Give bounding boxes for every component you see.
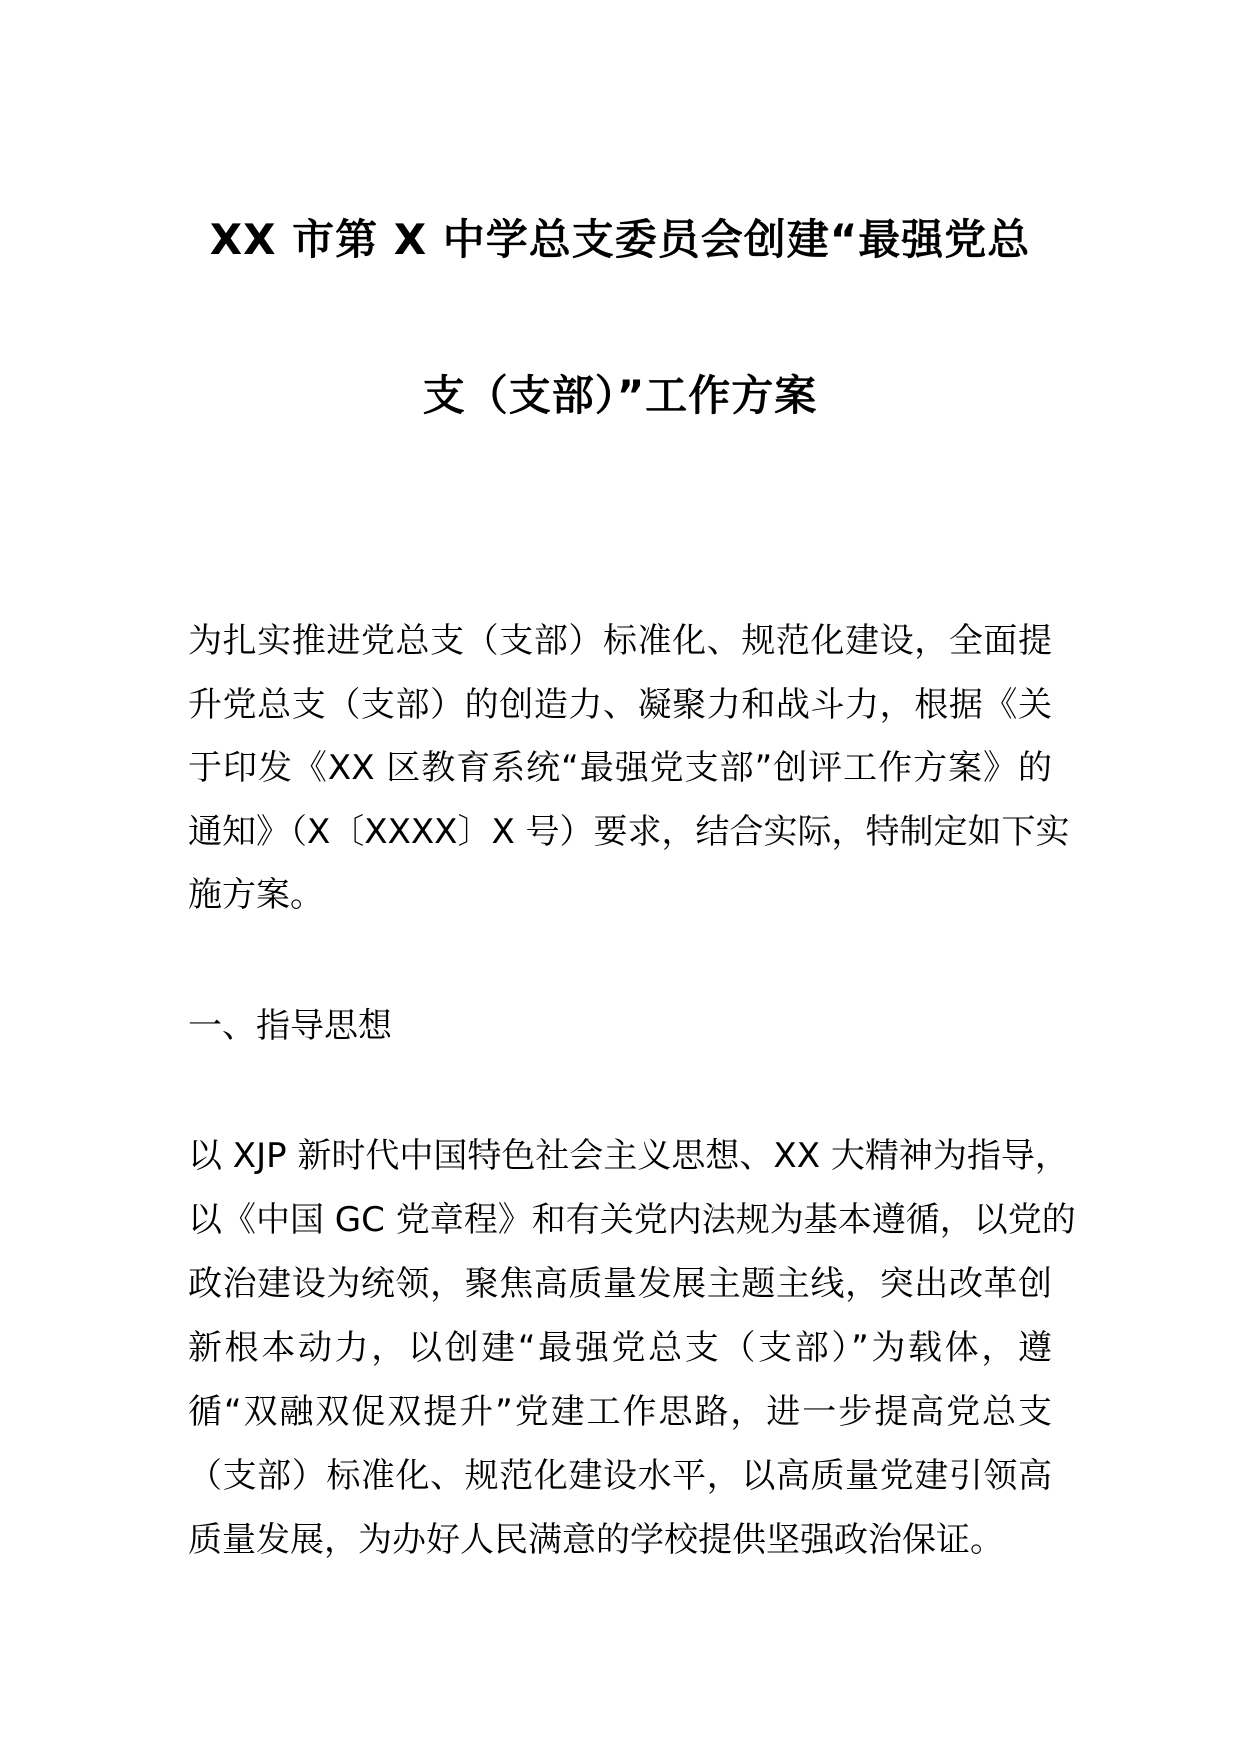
section-paragraph-line: 政治建设为统领，聚焦高质量发展主题主线，突出改革创 [188,1264,1052,1304]
document-title-line-1: XX 市第 X 中学总支委员会创建“最强党总 [209,215,1031,264]
intro-paragraph-line: 于印发《XX 区教育系统“最强党支部”创评工作方案》的 [188,748,1052,788]
section-paragraph-line: 新根本动力，以创建“最强党总支（支部）”为载体，遵 [188,1328,1052,1368]
section-paragraph-line: 以 XJP 新时代中国特色社会主义思想、XX 大精神为指导， [188,1136,1069,1176]
document-title-line-2: 支（支部）”工作方案 [422,371,818,420]
section-paragraph-line: 质量发展，为办好人民满意的学校提供坚强政治保证。 [188,1520,1004,1560]
intro-paragraph-line: 通知》（X〔XXXX〕X 号）要求，结合实际，特制定如下实 [188,812,1070,852]
section-paragraph-line: （支部）标准化、规范化建设水平，以高质量党建引领高 [188,1456,1052,1496]
intro-paragraph-line: 为扎实推进党总支（支部）标准化、规范化建设，全面提 [188,621,1052,661]
section-paragraph-line: 以《中国 GC 党章程》和有关党内法规为基本遵循，以党的 [188,1200,1076,1240]
section-paragraph-line: 循“双融双促双提升”党建工作思路，进一步提高党总支 [188,1392,1052,1432]
section-heading-guiding-ideology: 一、指导思想 [188,1006,392,1046]
intro-paragraph-line: 升党总支（支部）的创造力、凝聚力和战斗力，根据《关 [188,685,1052,725]
intro-paragraph-line: 施方案。 [188,875,324,915]
